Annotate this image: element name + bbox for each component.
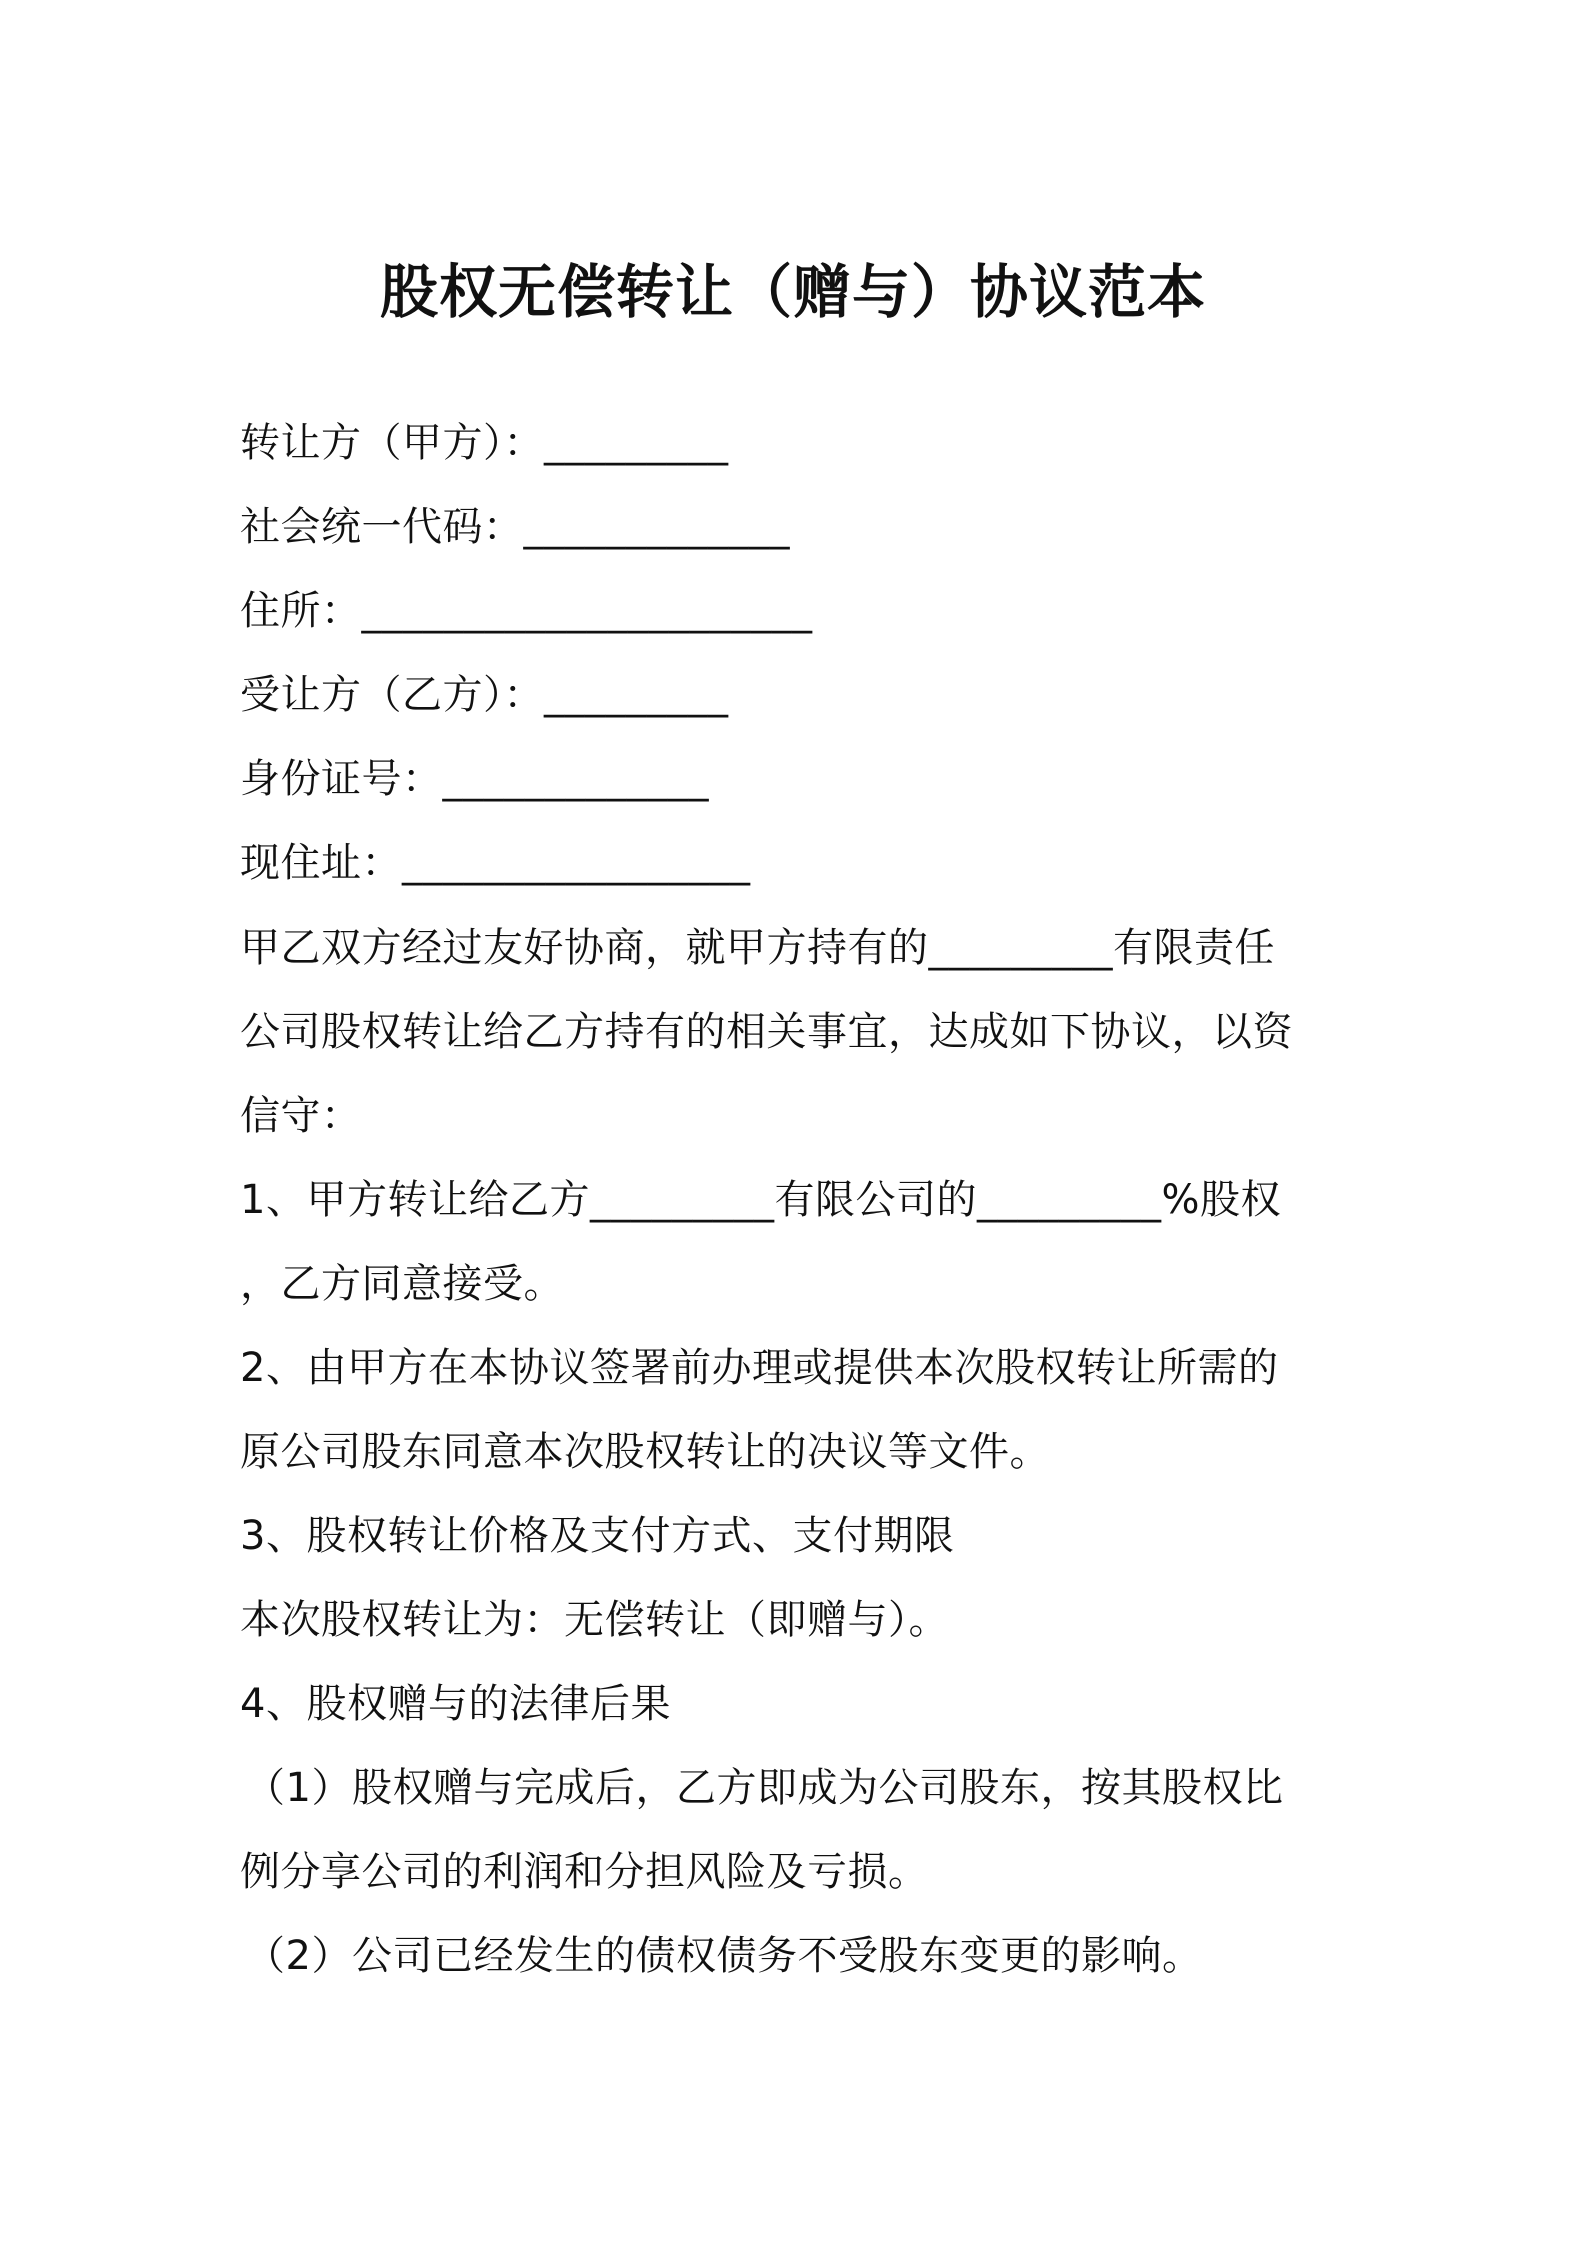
clause-3-heading: 3、股权转让价格及支付方式、支付期限: [240, 1513, 955, 1559]
clause-1-line-2: ，乙方同意接受。: [240, 1261, 564, 1307]
clause-1-line-1: 1、甲方转让给乙方_________有限公司的_________%股权: [240, 1177, 1281, 1223]
transferor-field: 转让方（甲方）：_________: [240, 420, 729, 466]
id-number-field: 身份证号：_____________: [240, 756, 709, 802]
clause-2-line-1: 2、由甲方在本协议签署前办理或提供本次股权转让所需的: [240, 1345, 1279, 1391]
clause-4-item-2: （2）公司已经发生的债权债务不受股东变更的影响。: [245, 1933, 1203, 1979]
document-title: 股权无偿转让（赠与）协议范本: [379, 258, 1206, 326]
current-address-field: 现住址：_________________: [240, 840, 751, 886]
preamble-line-2: 公司股权转让给乙方持有的相关事宜，达成如下协议，以资: [240, 1009, 1293, 1055]
domicile-field: 住所：______________________: [240, 588, 813, 634]
preamble-line-1: 甲乙双方经过友好协商，就甲方持有的_________有限责任: [240, 925, 1275, 971]
transferee-field: 受让方（乙方）：_________: [240, 672, 729, 718]
clause-4-item-1-line-2: 例分享公司的利润和分担风险及亏损。: [240, 1849, 929, 1895]
unified-code-field: 社会统一代码：_____________: [240, 504, 790, 550]
clause-3-body: 本次股权转让为：无偿转让（即赠与）。: [240, 1597, 949, 1643]
preamble-line-3: 信守：: [240, 1093, 362, 1139]
clause-4-heading: 4、股权赠与的法律后果: [240, 1681, 671, 1727]
clause-2-line-2: 原公司股东同意本次股权转让的决议等文件。: [240, 1429, 1050, 1475]
clause-4-item-1-line-1: （1）股权赠与完成后，乙方即成为公司股东，按其股权比: [245, 1765, 1284, 1811]
